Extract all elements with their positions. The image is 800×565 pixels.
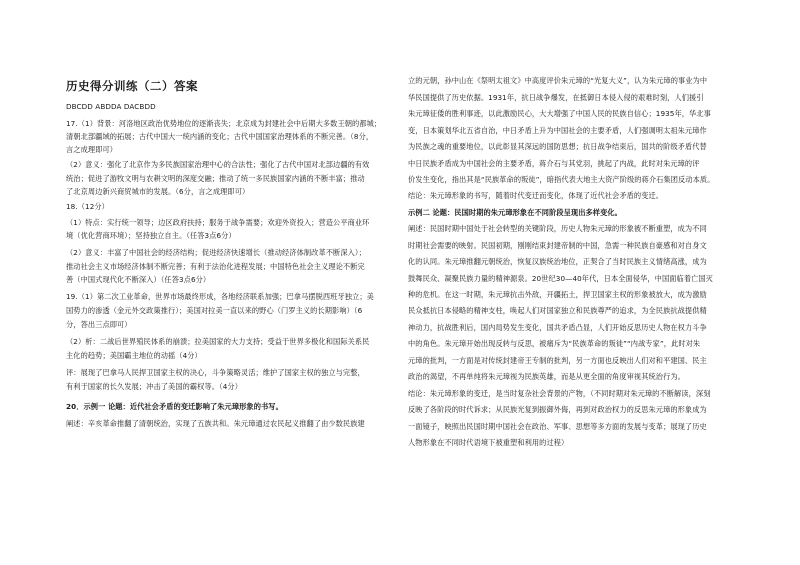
left-text-line: 19.（1）第二次工业革命，世界市场最终形成，各地经济联系加强；巴拿马摆脱西班牙独立；美 — [66, 292, 374, 301]
left-text-line: DBCDD ABDDA DACBDD — [66, 102, 156, 111]
right-text-line: 为民族之魂的重要地位，以此彰显其深远的国防思想；抗日战争结束后，国共的阶级矛盾代替 — [408, 142, 707, 151]
right-text-line: 政治的渴望，不再单纯将朱元璋视为民族英雄，而是从更全面的角度审视其统治行为。 — [408, 372, 685, 381]
right-text-line: 立的元朝，孙中山在《祭明太祖文》中高度评价朱元璋的“光复大义”，认为朱元璋的事业为中 — [408, 76, 708, 85]
left-text-line: 国势力的渗透（金元外交政策推行）；美国对拉美一直以来的野心（门罗主义的长期影响）（6 — [66, 306, 363, 315]
right-text-line: 元璋的批判，一方面是对传统封建帝王专制的批判，另一方面也反映出人们对和平建国、民主 — [408, 356, 707, 365]
left-text-line: 善（中国式现代化不断深入）（任答3点6分） — [66, 275, 211, 284]
right-text-line: 化的认同。朱元璋推翻元朝统治，恢复汉族统治地位，正契合了当时民族主义情绪高涨，成为 — [408, 257, 707, 266]
right-text-line: 示例二 论题：民国时期的朱元璋形象在不同阶段呈现出多样变化。 — [408, 208, 622, 217]
left-text-line: 境（优化营商环境）；坚持独立自主。（任答3点6分） — [66, 231, 236, 240]
left-text-line: 统治；促进了游牧文明与农耕文明的深度交融；推动了统一多民族国家内涵的不断丰富；推动 — [66, 174, 365, 183]
left-text-line: 了北京周边新兴商贸城市的发展。（6分，言之成理即可） — [66, 187, 250, 196]
left-text-line: 言之成理即可） — [66, 145, 118, 154]
right-text-line: 变，日本策划华北五省自治，中日矛盾上升为中国社会的主要矛盾，人们强调明太祖朱元璋作 — [408, 126, 707, 135]
right-text-line: 朱元璋征倭的胜利事迹，以此激励民心，大大增强了中国人民的民族自信心；1935年，华北事 — [408, 109, 711, 118]
right-text-line: 中的角色。朱元璋开始出现反转与反思，被痛斥为“民族革命的叛徒”“内战专家”，此时对朱 — [408, 339, 701, 348]
right-text-line: 时期社会需要的映射。民国初期，刚刚结束封建帝制的中国，急需一种民族自豪感和对自身文 — [408, 241, 707, 250]
right-text-line: 阐述：民国时期中国处于社会转型的关键阶段，历史人物朱元璋的形象被不断重塑，成为不同 — [408, 224, 707, 233]
left-text-line: 17.（1）背景：河洛地区政治优势地位的逐渐丧失；北京成为封建社会中后期大多数王朝的都城； — [66, 119, 382, 128]
right-text-line: 反映了各阶段的时代诉求；从民族光复到振御外侮，再到对政治权力的反思朱元璋的形象成为 — [408, 405, 707, 414]
right-text-line: 中日民族矛盾成为中国社会的主要矛盾，蒋介石与其党羽，挑起了内战，此时对朱元璋的评 — [408, 159, 700, 168]
right-text-line: 结论：朱元璋形象的变迁，是当时复杂社会背景的产物，（不同时期对朱元璋的不断解读，深刻 — [408, 389, 711, 398]
left-text-line: （2）意义：丰富了中国社会的经济结构；促进经济快速增长（推动经济体制改革不断深入）； — [66, 248, 366, 257]
left-text-line: 20．示例一 论题：近代社会矛盾的变迁影响了朱元璋形象的书写。 — [66, 402, 283, 411]
left-text-line: 18.（12分） — [66, 202, 109, 211]
right-text-line: 价发生变化，指出其是“民族革命的叛徒”，暗指代表大地主大资产阶级的蒋介石集团反动本质。 — [408, 175, 715, 184]
left-text-line: （2）意义：强化了北京作为多民族国家治理中心的合法性；强化了古代中国对北部边疆的有效 — [66, 160, 370, 169]
left-text-line: （2）析：二战后世界殖民体系的崩溃；拉美国家的大力支持；受益于世界多极化和国际关系民 — [66, 337, 370, 346]
right-text-line: 鼓舞民众、凝聚民族力量的精神源泉。20世纪30—40年代，日本全面侵华，中国面临着亡国灭 — [408, 274, 713, 283]
right-text-line: 民众抵抗日本侵略的精神支柱，唤起人们对国家独立和民族尊严的追求，为全民族抗战提供精 — [408, 306, 707, 315]
page-title: 历史得分训练（二）答案 — [66, 79, 198, 93]
left-text-line: 阐述：辛亥革命推翻了清朝统治，实现了五族共和。朱元璋通过农民起义推翻了由少数民族建 — [66, 419, 365, 428]
left-text-line: 评：展现了巴拿马人民捍卫国家主权的决心，斗争策略灵活；维护了国家主权的独立与完整， — [66, 368, 365, 377]
left-text-line: 分，答出三点即可） — [66, 320, 132, 329]
right-text-line: 华民国提供了历史依据。1931年，抗日战争爆发，在抵御日本侵入侵的艰难时刻，人们援引 — [408, 93, 704, 102]
right-text-line: 人物形象在不同时代语境下被重塑和利用的过程） — [408, 438, 569, 447]
left-text-line: 推动社会主义市场经济体制不断完善；有利于法治化进程发展；中国特色社会主义理论不断完 — [66, 262, 365, 271]
right-text-line: 种的危机。在这一时期，朱元璋抗击外敌，开疆拓土，捍卫国家主权的形象被放大，成为激励 — [408, 290, 707, 299]
left-text-line: （1）特点：实行统一领导；边区政府扶持；服务于战争需要；欢迎外资投入；营造公平商业环 — [66, 218, 370, 227]
right-text-line: 一面镜子，映照出民国时期中国社会在政治、军事、思想等多方面的发展与变革；展现了历史 — [408, 422, 707, 431]
right-text-line: 结论：朱元璋形象的书写，随着时代变迁而变化，体现了近代社会矛盾的变迁。 — [408, 191, 664, 200]
left-text-line: 清朝北部疆域的拓展；古代中国大一统内涵的变化；古代中国国家治理体系的不断完善。（8分， — [66, 132, 374, 141]
left-text-line: 有利于国家的长久发展；冲击了美国的霸权等。（4分） — [66, 382, 242, 391]
left-text-line: 主化的趋势；美国霸主地位的动摇（4分） — [66, 351, 202, 360]
right-text-line: 神动力，抗战胜利后，国内局势发生变化，国共矛盾凸显，人们开始反思历史人物在权力斗争 — [408, 323, 707, 332]
